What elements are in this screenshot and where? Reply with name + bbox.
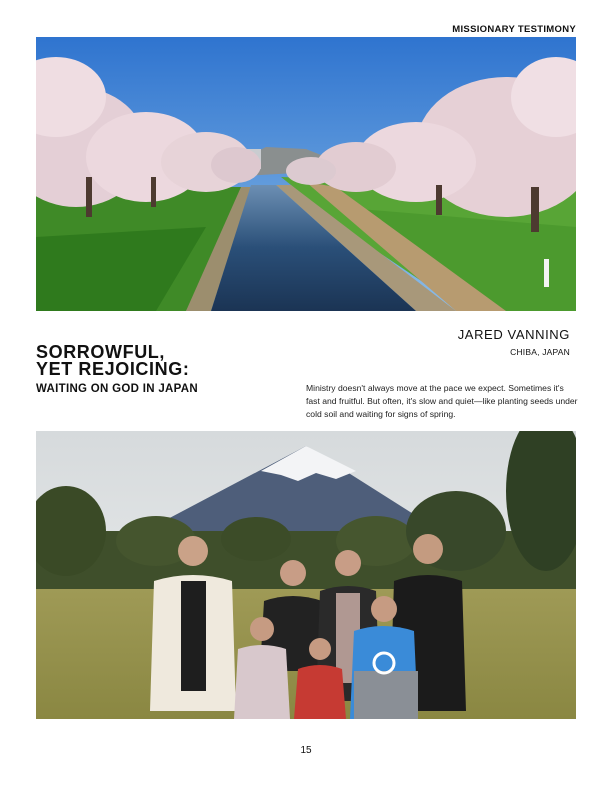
cherry-blossom-river-photo: [36, 37, 576, 311]
author-name: JARED VANNING: [457, 327, 570, 342]
section-label: MISSIONARY TESTIMONY: [452, 24, 576, 35]
article-title-line-2: YET REJOICING:: [36, 359, 190, 379]
article-intro: Ministry doesn't always move at the pace we expect. Sometimes it's fast and fruitful. But often, it's slow and quiet—like planting seeds under cold soil and waiting for signs of spring.: [306, 383, 578, 419]
article-title-block: [36, 344, 198, 395]
page-number: 15: [300, 745, 312, 756]
article-subtitle: WAITING ON GOD IN JAPAN: [36, 383, 198, 395]
article-title-line-1: SORROWFUL,: [36, 342, 165, 362]
author-location: CHIBA, JAPAN: [510, 347, 570, 357]
family-mount-fuji-photo: [36, 431, 576, 719]
